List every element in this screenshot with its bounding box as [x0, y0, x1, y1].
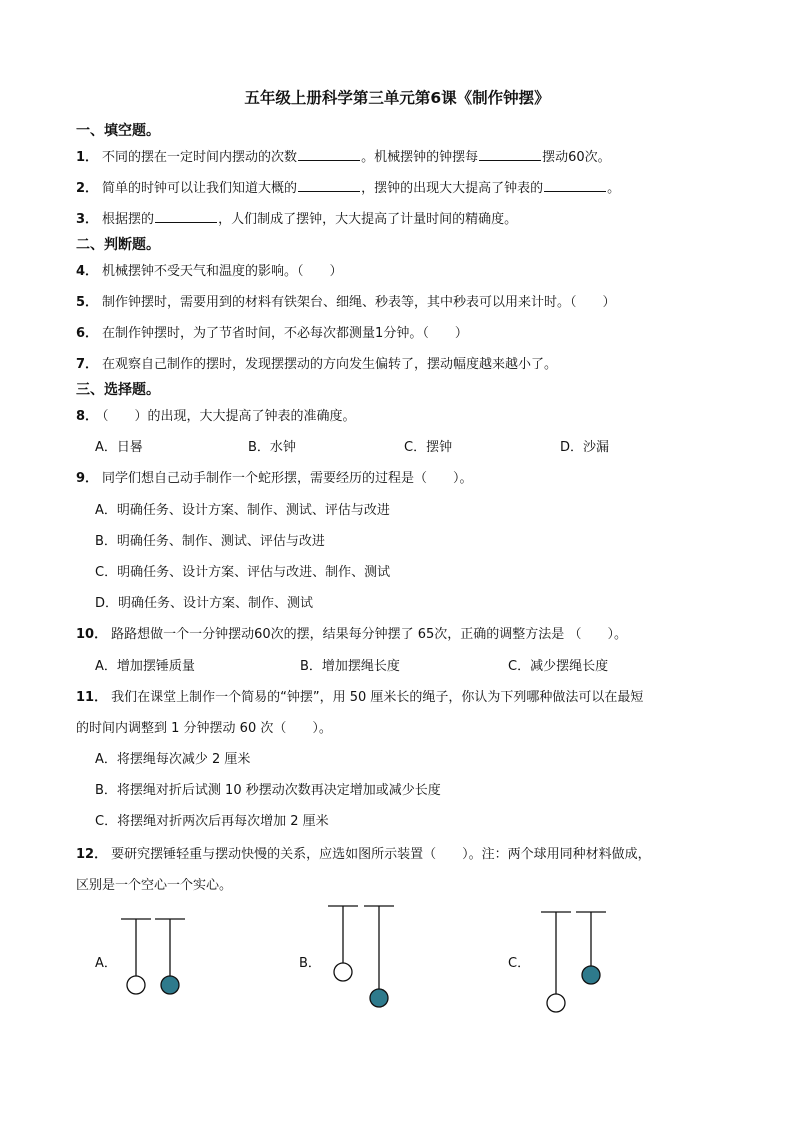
option-c[interactable]: C．减少摆绳长度	[508, 659, 609, 674]
answer-blank[interactable]	[298, 178, 360, 192]
question-3: 3． 根据摆的 ，人们制成了摆钟，大大提高了计量时间的精确度。	[76, 208, 517, 227]
question-4: 4． 机械摆钟不受天气和温度的影响。（ ）	[76, 264, 343, 279]
question-8: 8． （ ）的出现，大大提高了钟表的准确度。	[76, 409, 356, 424]
solid-ball	[582, 966, 600, 984]
option-a[interactable]: A．增加摆锤质量	[95, 659, 195, 674]
answer-blank[interactable]	[544, 178, 606, 192]
question-12: 12． 要研究摆锤轻重与摆动快慢的关系，应选如图所示装置（ ）。注：两个球用同种材料做成，	[76, 847, 651, 862]
pendulum-set-c	[538, 908, 618, 1022]
question-7: 7． 在观察自己制作的摆时，发现摆摆动的方向发生偏转了，摆动幅度越来越小了。	[76, 357, 558, 372]
question-number: 8．	[76, 409, 99, 424]
option-a[interactable]: A．明确任务、设计方案、制作、测试、评估与改进	[95, 503, 390, 518]
pendulum-set-a	[115, 915, 195, 1005]
hollow-ball	[547, 994, 565, 1012]
question-number: 4．	[76, 264, 99, 279]
section-true-false: 二、判断题。	[76, 237, 160, 253]
question-number: 2．	[76, 181, 99, 196]
option-d[interactable]: D．沙漏	[560, 440, 610, 455]
question-6: 6． 在制作钟摆时，为了节省时间，不必每次都测量1分钟。（ ）	[76, 326, 468, 341]
option-c[interactable]: C．明确任务、设计方案、评估与改进、制作、测试	[95, 565, 391, 580]
option-a[interactable]: A．日晷	[95, 440, 143, 455]
question-number: 5．	[76, 295, 99, 310]
figure-label-c[interactable]: C．	[508, 956, 531, 971]
figure-label-b[interactable]: B．	[299, 956, 321, 971]
question-12-line2: 区别是一个空心一个实心。	[76, 878, 233, 893]
option-c[interactable]: C．摆钟	[404, 440, 453, 455]
question-number: 12．	[76, 847, 108, 862]
pendulum-set-b	[325, 902, 405, 1014]
question-number: 3．	[76, 212, 99, 227]
section-fill-blank: 一、填空题。	[76, 123, 160, 139]
question-number: 6．	[76, 326, 99, 341]
option-b[interactable]: B．明确任务、制作、测试、评估与改进	[95, 534, 325, 549]
solid-ball	[370, 989, 388, 1007]
question-2: 2． 简单的时钟可以让我们知道大概的 ，摆钟的出现大大提高了钟表的 。	[76, 177, 620, 196]
question-9: 9． 同学们想自己动手制作一个蛇形摆，需要经历的过程是（ ）。	[76, 471, 473, 486]
option-b[interactable]: B．水钟	[248, 440, 296, 455]
answer-blank[interactable]	[298, 147, 360, 161]
figure-label-a[interactable]: A．	[95, 956, 117, 971]
hollow-ball	[127, 976, 145, 994]
option-d[interactable]: D．明确任务、设计方案、制作、测试	[95, 596, 314, 611]
question-5: 5． 制作钟摆时，需要用到的材料有铁架台、细绳、秒表等，其中秒表可以用来计时。（ ）	[76, 295, 616, 310]
option-c[interactable]: C．将摆绳对折两次后再每次增加 2 厘米	[95, 814, 329, 829]
question-number: 11．	[76, 690, 108, 705]
option-b[interactable]: B．增加摆绳长度	[300, 659, 400, 674]
option-b[interactable]: B．将摆绳对折后试测 10 秒摆动次数再决定增加或减少长度	[95, 783, 441, 798]
question-10: 10． 路路想做一个一分钟摆动60次的摆，结果每分钟摆了 65次，正确的调整方法是 （ ）。	[76, 627, 627, 642]
answer-blank[interactable]	[155, 209, 217, 223]
question-number: 1．	[76, 150, 99, 165]
page-title: 五年级上册科学第三单元第6课《制作钟摆》	[244, 89, 550, 107]
question-1: 1． 不同的摆在一定时间内摆动的次数 。机械摆钟的钟摆每 摆动60次。	[76, 146, 611, 165]
question-number: 9．	[76, 471, 99, 486]
solid-ball	[161, 976, 179, 994]
hollow-ball	[334, 963, 352, 981]
question-number: 7．	[76, 357, 99, 372]
answer-blank[interactable]	[479, 147, 541, 161]
question-11: 11． 我们在课堂上制作一个简易的“钟摆”，用 50 厘米长的绳子，你认为下列哪种做法可以在最短	[76, 690, 644, 705]
option-a[interactable]: A．将摆绳每次减少 2 厘米	[95, 752, 251, 767]
question-11-line2: 的时间内调整到 1 分钟摆动 60 次（ ）。	[76, 721, 332, 736]
question-number: 10．	[76, 627, 108, 642]
section-multiple-choice: 三、选择题。	[76, 382, 160, 398]
